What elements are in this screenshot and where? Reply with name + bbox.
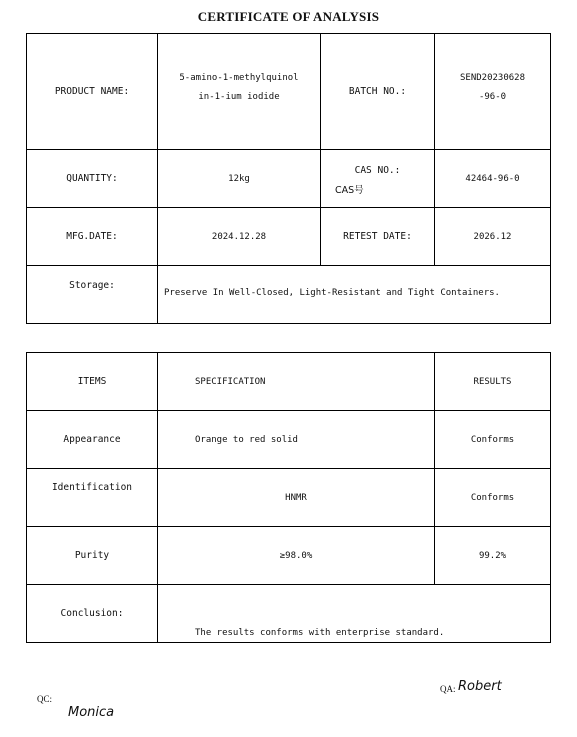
qc-signature: Monica	[68, 705, 115, 720]
retest-date-label: RETEST DATE:	[321, 208, 435, 266]
table-row	[27, 469, 551, 527]
batch-no-value	[435, 34, 551, 150]
mfg-date-value: 2024.12.28	[158, 208, 321, 266]
quantity-label: QUANTITY:	[27, 150, 158, 208]
storage-value: Preserve In Well-Closed, Light-Resistant and Tight Containers.	[158, 266, 551, 324]
mfg-date-label: MFG.DATE:	[27, 208, 158, 266]
test-results-table	[26, 352, 551, 643]
product-name-line2: in-1-ium iodide	[198, 92, 280, 102]
qa-signature: Robert	[458, 679, 502, 694]
spec-identification: HNMR	[158, 469, 435, 527]
item-identification: Identification	[27, 469, 158, 527]
table-row	[27, 411, 551, 469]
product-info-table	[26, 33, 551, 324]
cas-no-label: CAS NO.:	[354, 165, 401, 176]
qa-label: QA:	[440, 684, 456, 694]
item-purity: Purity	[27, 527, 158, 585]
cas-no-label-cell	[321, 150, 435, 208]
cas-no-value: 42464-96-0	[435, 150, 551, 208]
items-header: ITEMS	[27, 353, 158, 411]
conclusion-value: The results conforms with enterprise standard.	[158, 585, 551, 643]
result-purity: 99.2%	[435, 527, 551, 585]
batch-no-line1: SEND20230628	[459, 73, 526, 83]
quantity-value: 12kg	[158, 150, 321, 208]
result-identification: Conforms	[435, 469, 551, 527]
retest-date-value: 2026.12	[435, 208, 551, 266]
qc-label: QC:	[37, 694, 53, 704]
item-appearance: Appearance	[27, 411, 158, 469]
batch-no-line2: -96-0	[478, 92, 507, 102]
conclusion-label: Conclusion:	[27, 585, 158, 643]
cas-no-label-cn: CAS号	[335, 185, 364, 196]
product-name-value	[158, 34, 321, 150]
batch-no-label: BATCH NO.:	[321, 34, 435, 150]
results-header: RESULTS	[435, 353, 551, 411]
spec-appearance: Orange to red solid	[158, 411, 435, 469]
product-name-label: PRODUCT NAME:	[27, 34, 158, 150]
spec-purity: ≥98.0%	[158, 527, 435, 585]
specification-header: SPECIFICATION	[158, 353, 435, 411]
storage-label: Storage:	[27, 266, 158, 324]
product-name-line1: 5-amino-1-methylquinol	[179, 73, 299, 83]
table-row	[27, 527, 551, 585]
document-title: CERTIFICATE OF ANALYSIS	[197, 9, 380, 24]
result-appearance: Conforms	[435, 411, 551, 469]
